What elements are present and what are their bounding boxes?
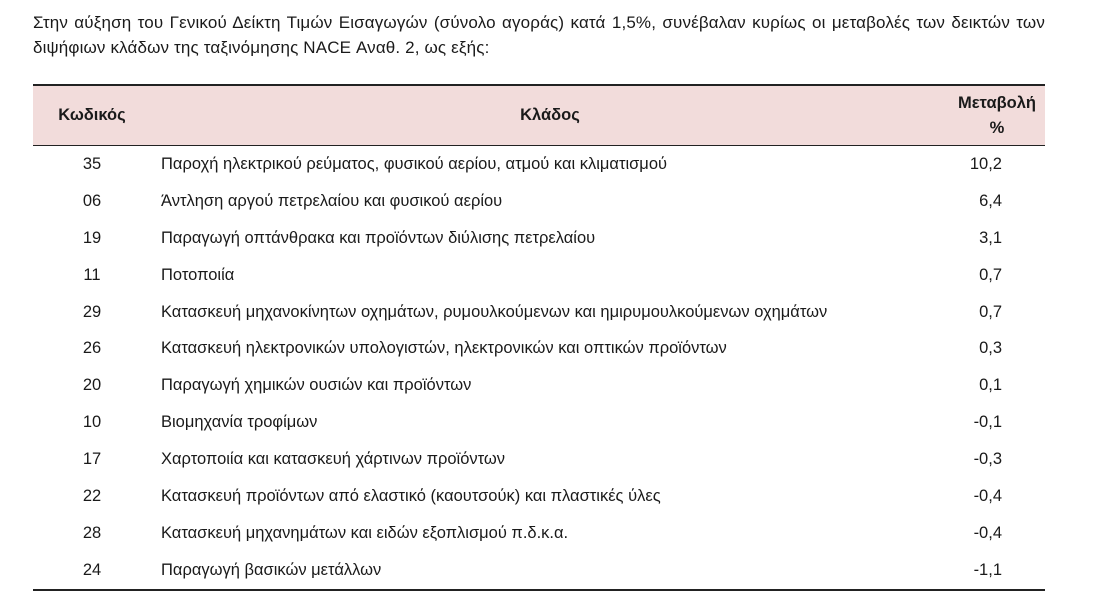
row-change: 3,1 [979, 228, 1002, 247]
row-sector: Ποτοποιία [161, 265, 235, 284]
row-code: 19 [82, 228, 102, 247]
table-row [33, 257, 1045, 294]
row-sector: Παραγωγή οπτάνθρακα και προϊόντων διύλισης πετρελαίου [161, 228, 596, 247]
table-row [33, 552, 1045, 590]
row-sector: Άντληση αργού πετρελαίου και φυσικού αερίου [161, 191, 503, 210]
table-header [33, 85, 1045, 146]
table-row [33, 183, 1045, 220]
row-change: 0,1 [979, 376, 1002, 395]
row-code: 22 [82, 486, 102, 505]
row-change: -0,3 [973, 450, 1002, 469]
table-row [33, 146, 1045, 183]
table-header-row [33, 85, 1045, 146]
row-sector: Παραγωγή βασικών μετάλλων [151, 552, 949, 590]
row-code: 06 [82, 191, 102, 210]
row-code: 20 [82, 376, 102, 395]
row-code: 11 [83, 265, 101, 284]
row-change: -0,4 [973, 523, 1002, 542]
row-code: 35 [82, 154, 102, 173]
row-change: 0,7 [979, 265, 1002, 284]
header-change-line2: % [989, 118, 1005, 137]
table-row [33, 367, 1045, 404]
table-body [33, 146, 1045, 590]
row-change: 0,7 [979, 302, 1002, 321]
row-change: -1,1 [949, 552, 1045, 590]
table-row [33, 441, 1045, 478]
row-change: -0,1 [973, 413, 1002, 432]
header-code: Κωδικός [33, 85, 151, 146]
row-code: 28 [82, 523, 102, 542]
row-sector: Βιομηχανία τροφίμων [161, 413, 318, 432]
row-sector: Κατασκευή μηχανοκίνητων οχημάτων, ρυμουλκούμενων και ημιρυμουλκούμενων οχημάτων [161, 302, 828, 321]
header-change [949, 85, 1045, 146]
header-change-line1: Μεταβολή [957, 93, 1037, 112]
row-change: 0,3 [979, 339, 1002, 358]
row-code: 17 [82, 450, 102, 469]
row-code: 29 [82, 302, 102, 321]
table-row [33, 294, 1045, 331]
row-change: -0,4 [973, 486, 1002, 505]
row-sector: Παραγωγή χημικών ουσιών και προϊόντων [161, 376, 472, 395]
row-code: 26 [82, 339, 102, 358]
row-code: 24 [33, 552, 151, 590]
table-row [33, 220, 1045, 257]
sector-change-table-container [33, 84, 1045, 591]
table-row [33, 330, 1045, 367]
row-sector: Κατασκευή ηλεκτρονικών υπολογιστών, ηλεκτρονικών και οπτικών προϊόντων [161, 339, 727, 358]
row-sector: Κατασκευή προϊόντων από ελαστικό (καουτσούκ) και πλαστικές ύλες [161, 486, 661, 505]
row-sector: Κατασκευή μηχανημάτων και ειδών εξοπλισμού π.δ.κ.α. [161, 523, 569, 542]
table-row [33, 404, 1045, 441]
row-code: 10 [82, 413, 102, 432]
sector-change-table [33, 84, 1045, 591]
row-change: 6,4 [979, 191, 1002, 210]
table-row [33, 478, 1045, 515]
row-sector: Χαρτοποιία και κατασκευή χάρτινων προϊόντων [161, 450, 506, 469]
table-row [33, 515, 1045, 552]
row-change: 10,2 [969, 154, 1002, 173]
intro-paragraph: Στην αύξηση του Γενικού Δείκτη Τιμών Εισαγωγών (σύνολο αγοράς) κατά 1,5%, συνέβαλαν κυρίως οι μεταβολές των δεικτών των διψήφιων κλάδων της ταξινόμησης NACE Αναθ. 2, ως εξής: [33, 13, 1045, 57]
header-sector: Κλάδος [151, 85, 949, 146]
row-sector: Παροχή ηλεκτρικού ρεύματος, φυσικού αερίου, ατμού και κλιματισμού [161, 154, 668, 173]
